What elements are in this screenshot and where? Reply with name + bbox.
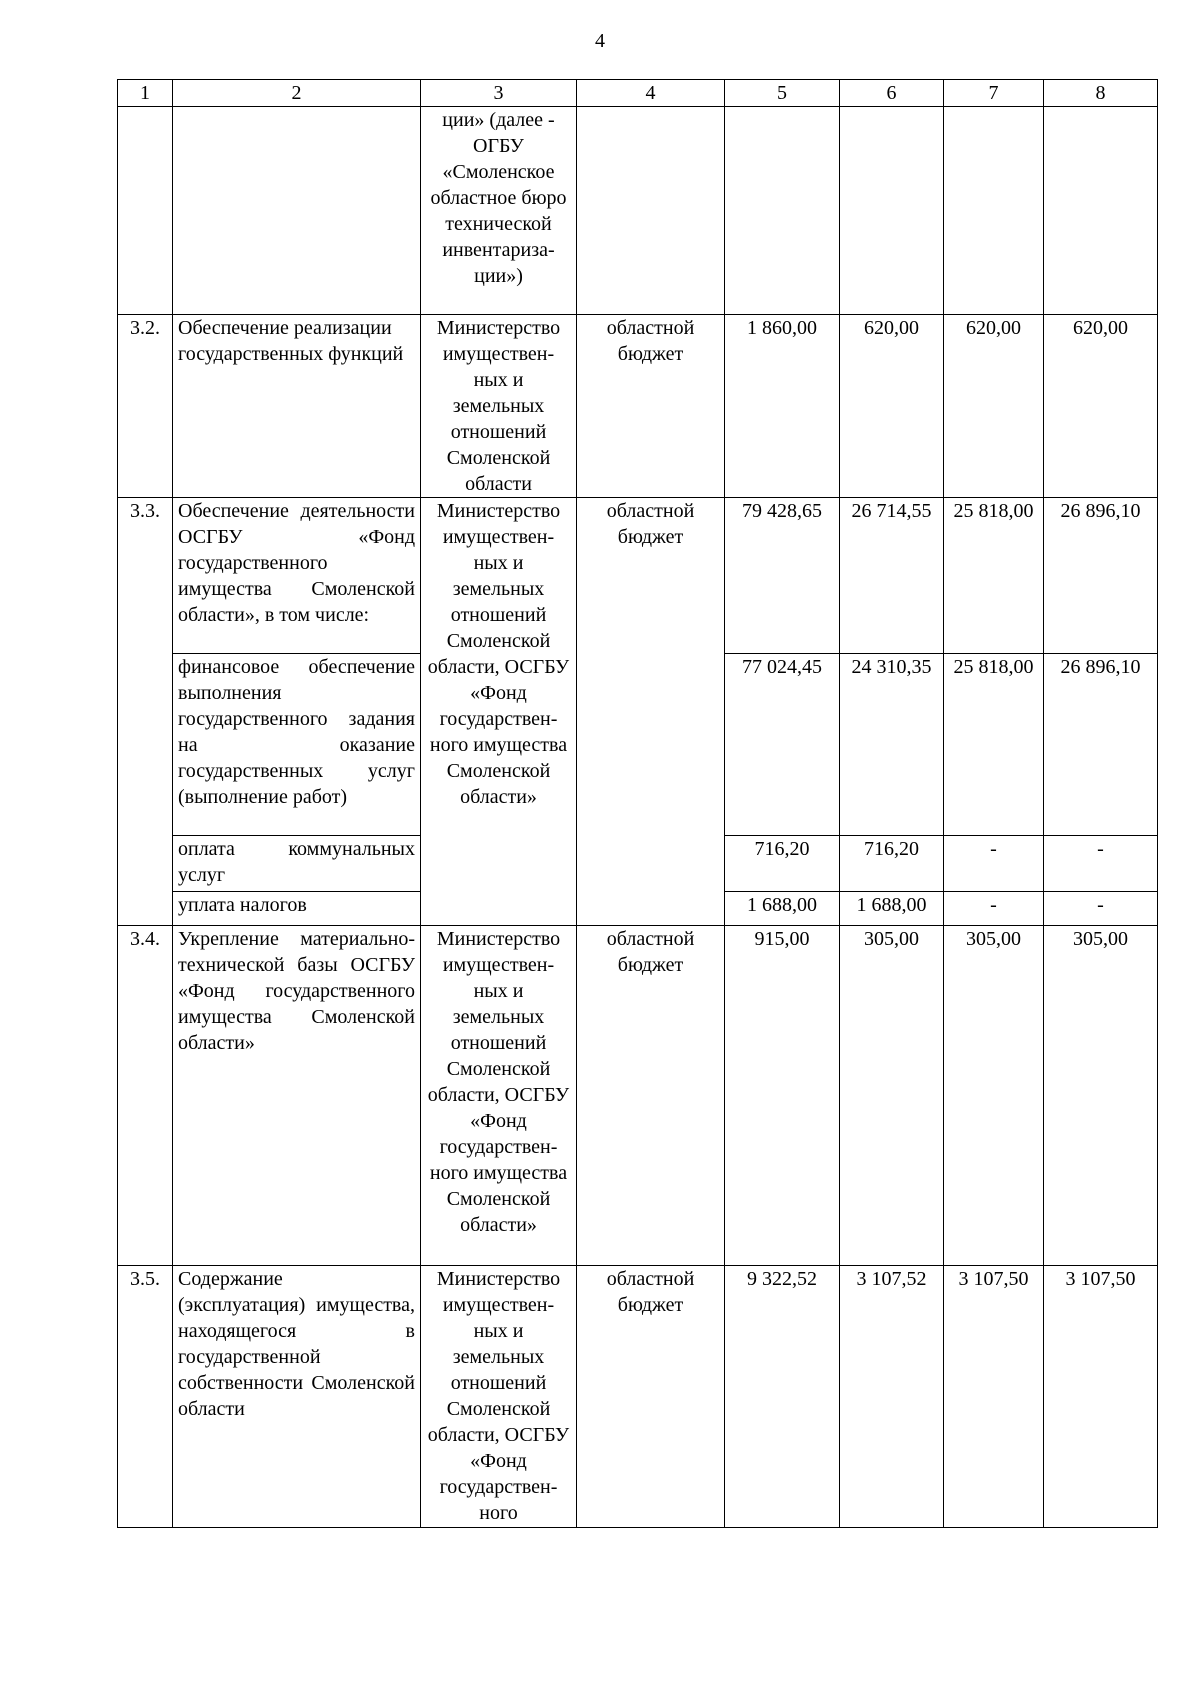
- header-cell: 1: [118, 80, 173, 107]
- row-number-cell: 3.2.: [118, 315, 173, 498]
- row-year3-cell: 3 107,50: [1044, 1266, 1158, 1528]
- program-table: [117, 79, 1158, 1528]
- row-executor-cell: Министерство имуществен-ных и земельных отношений Смоленской области, ОСГБУ «Фонд государствен-ного: [421, 1266, 577, 1528]
- row-year1-cell: 26 714,55: [840, 498, 944, 654]
- row-source-cell: областной бюджет: [577, 1266, 725, 1528]
- subrow-year1-cell: 716,20: [840, 836, 944, 892]
- row-year1-cell: [840, 107, 944, 315]
- subrow-year2-cell: -: [944, 892, 1044, 926]
- table-row-continuation: [118, 107, 1158, 315]
- row-year2-cell: 3 107,50: [944, 1266, 1044, 1528]
- page-number: 4: [595, 30, 605, 52]
- row-total-cell: 915,00: [725, 926, 840, 1266]
- header-cell: 2: [173, 80, 421, 107]
- subrow-year3-cell: 26 896,10: [1044, 654, 1158, 836]
- row-number-cell: [118, 107, 173, 315]
- subrow-year3-cell: -: [1044, 892, 1158, 926]
- subrow-year1-cell: 1 688,00: [840, 892, 944, 926]
- header-cell: 8: [1044, 80, 1158, 107]
- row-source-cell: [577, 107, 725, 315]
- subrow-name-cell: уплата налогов: [173, 892, 421, 926]
- row-year3-cell: 305,00: [1044, 926, 1158, 1266]
- row-year3-cell: 620,00: [1044, 315, 1158, 498]
- subrow-name-cell: финансовое обеспечение выполнения государственного задания на оказание государственных услуг (выполнение работ): [173, 654, 421, 836]
- row-year2-cell: 25 818,00: [944, 498, 1044, 654]
- header-cell: 7: [944, 80, 1044, 107]
- row-year3-cell: 26 896,10: [1044, 498, 1158, 654]
- row-total-cell: 79 428,65: [725, 498, 840, 654]
- row-source-cell: областной бюджет: [577, 498, 725, 926]
- row-executor-cell: Министерство имуществен-ных и земельных отношений Смоленской области, ОСГБУ «Фонд государствен-ного имущества Смоленской области»: [421, 498, 577, 926]
- subrow-total-cell: 1 688,00: [725, 892, 840, 926]
- header-cell: 5: [725, 80, 840, 107]
- row-total-cell: 9 322,52: [725, 1266, 840, 1528]
- header-row: [118, 80, 1158, 107]
- row-year2-cell: 620,00: [944, 315, 1044, 498]
- row-number-cell: 3.5.: [118, 1266, 173, 1528]
- header-cell: 4: [577, 80, 725, 107]
- row-number-cell: 3.4.: [118, 926, 173, 1266]
- subrow-total-cell: 716,20: [725, 836, 840, 892]
- row-year2-cell: [944, 107, 1044, 315]
- row-name-cell: Обеспечение реализации государственных функций: [173, 315, 421, 498]
- subrow-name-cell: оплата коммунальных услуг: [173, 836, 421, 892]
- table-row: [118, 1266, 1158, 1528]
- subrow-year1-cell: 24 310,35: [840, 654, 944, 836]
- row-year1-cell: 620,00: [840, 315, 944, 498]
- subrow-total-cell: 77 024,45: [725, 654, 840, 836]
- header-cell: 6: [840, 80, 944, 107]
- row-name-cell: Содержание (эксплуатация) имущества, находящегося в государственной собственности Смоленской области: [173, 1266, 421, 1528]
- row-executor-cell: ции» (далее - ОГБУ «Смоленское областное бюро технической инвентариза-ции»): [421, 107, 577, 315]
- row-year3-cell: [1044, 107, 1158, 315]
- subrow-year2-cell: 25 818,00: [944, 654, 1044, 836]
- row-name-cell: [173, 107, 421, 315]
- row-number-cell: 3.3.: [118, 498, 173, 926]
- row-year1-cell: 305,00: [840, 926, 944, 1266]
- row-source-cell: областной бюджет: [577, 315, 725, 498]
- row-total-cell: [725, 107, 840, 315]
- table-row: [118, 315, 1158, 498]
- row-name-cell: Укрепление материально-технической базы ОСГБУ «Фонд государственного имущества Смоленской области»: [173, 926, 421, 1266]
- row-year2-cell: 305,00: [944, 926, 1044, 1266]
- header-cell: 3: [421, 80, 577, 107]
- row-source-cell: областной бюджет: [577, 926, 725, 1266]
- subrow-year2-cell: -: [944, 836, 1044, 892]
- row-total-cell: 1 860,00: [725, 315, 840, 498]
- subrow-year3-cell: -: [1044, 836, 1158, 892]
- row-executor-cell: Министерство имуществен-ных и земельных отношений Смоленской области: [421, 315, 577, 498]
- table-row: [118, 926, 1158, 1266]
- row-year1-cell: 3 107,52: [840, 1266, 944, 1528]
- table-row: [118, 498, 1158, 654]
- row-executor-cell: Министерство имуществен-ных и земельных отношений Смоленской области, ОСГБУ «Фонд государствен-ного имущества Смоленской области»: [421, 926, 577, 1266]
- row-name-cell: Обеспечение деятельности ОСГБУ «Фонд государственного имущества Смоленской области», в том числе:: [173, 498, 421, 654]
